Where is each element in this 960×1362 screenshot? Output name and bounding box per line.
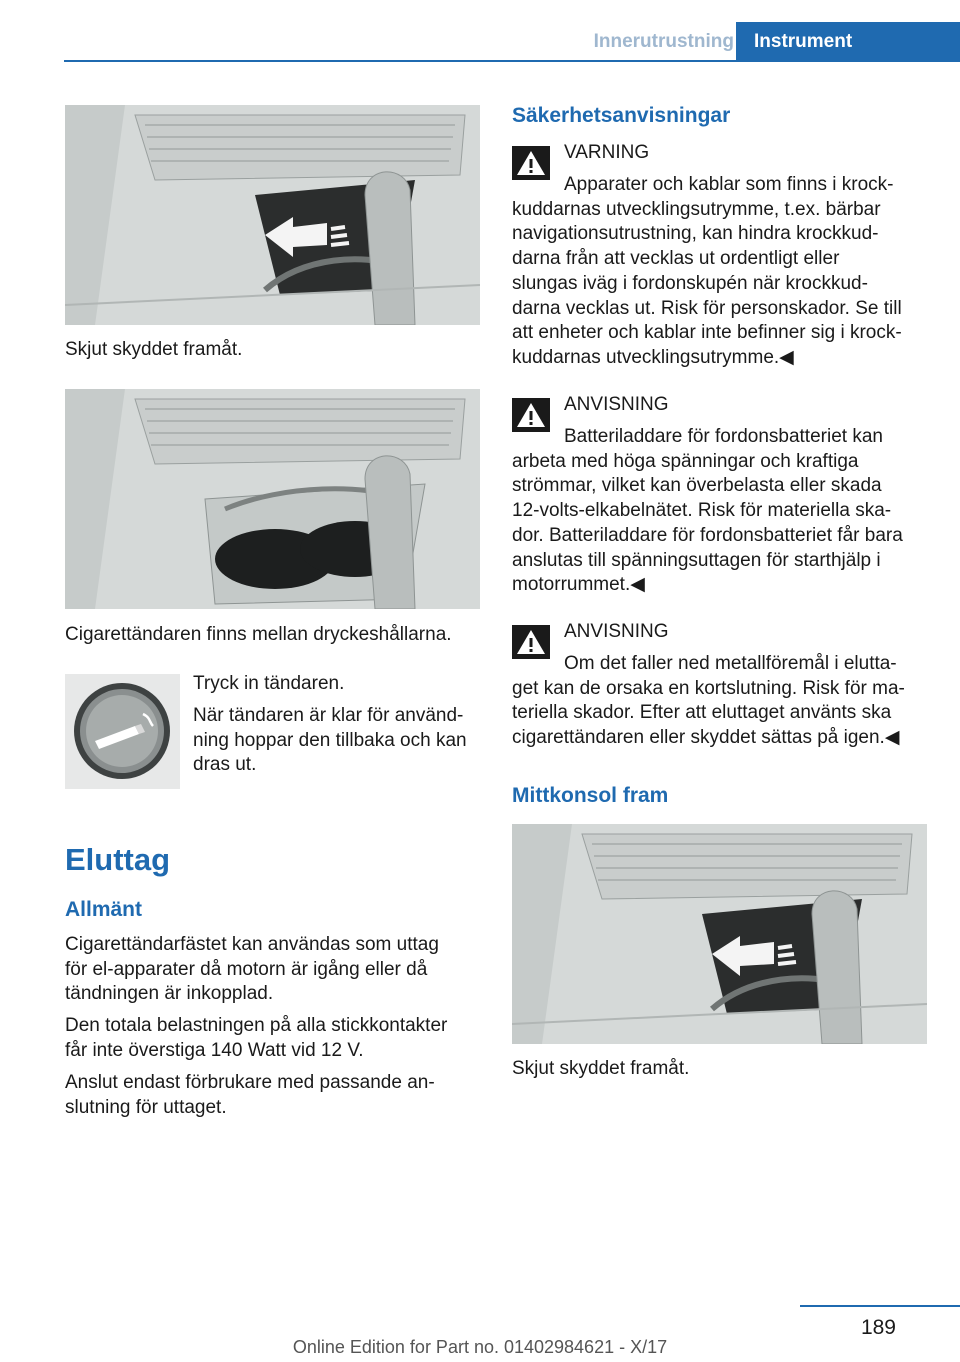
- cup-holders-image: [65, 389, 480, 609]
- caption-cover-forward-1: Skjut skyddet framåt.: [65, 339, 243, 360]
- notice-1-line-2: arbeta med höga spänningar och kraftiga: [512, 450, 859, 472]
- notice-2-line-2: get kan de orsaka en kortslutning. Risk för ma‐: [512, 677, 905, 699]
- para-connect-line-1: Anslut endast förbrukare med passande an‐: [65, 1072, 435, 1093]
- notice-1-line-6: anslutas till spänningsuttagen för starthjälp i: [512, 549, 881, 571]
- warning-title: VARNING: [564, 142, 650, 163]
- lighter-ready-line-1: När tändaren är klar för använd‐: [193, 705, 464, 726]
- warning-1-line-5: slungas iväg i fordonskupén när krockkud‐: [512, 272, 868, 294]
- warning-1-line-3: navigationsutrustning, kan hindra krockkud‐: [512, 223, 879, 245]
- notice-triangle-icon: [512, 625, 550, 659]
- caption-lighter-location: Cigarettändaren finns mellan dryckeshållarna.: [65, 624, 452, 645]
- notice-1-line-1: Batteriladdare för fordonsbatteriet kan: [564, 426, 883, 447]
- warning-1-line-6: darna vecklas ut. Risk för personskador. Se till: [512, 297, 902, 319]
- notice-title-2: ANVISNING: [564, 621, 669, 642]
- notice-1-line-7: motorrummet.◀: [512, 574, 645, 596]
- console-cover-closed-image: [65, 105, 480, 325]
- para-load-line-2: får inte överstiga 140 Watt vid 12 V.: [65, 1039, 364, 1061]
- warning-1-line-7: att enheter och kablar inte befinner sig i krock‐: [512, 322, 902, 344]
- notice-1-line-5: dor. Batteriladdare för fordonsbatteriet får bara: [512, 524, 903, 546]
- para-usage-line-2: för el-apparater då motorn är igång eller då: [65, 958, 428, 980]
- para-connect-line-2: slutning för uttaget.: [65, 1096, 227, 1118]
- notice-triangle-icon: [512, 398, 550, 432]
- section-label-instrument: Instrument: [736, 22, 960, 62]
- lighter-ready-line-3: dras ut.: [193, 754, 257, 776]
- heading-sakerhetsanvisningar: Säkerhetsanvisningar: [512, 104, 731, 127]
- section-label-innerutrustning: Innerutrustning: [593, 31, 734, 52]
- heading-allmant: Allmänt: [65, 898, 143, 921]
- cigarette-lighter-image: [65, 674, 180, 789]
- para-usage-line-1: Cigarettändarfästet kan användas som uttag: [65, 934, 439, 955]
- warning-1-line-4: darna från att vecklas ut ordentligt eller: [512, 248, 840, 270]
- footer-rule: [800, 1305, 960, 1307]
- lighter-ready-line-2: ning hoppar den tillbaka och kan: [193, 729, 467, 751]
- notice-2-line-1: Om det faller ned metallföremål i elutta‐: [564, 653, 897, 674]
- notice-1-line-3: strömmar, vilket kan överbelasta eller skada: [512, 475, 882, 497]
- page-number: 189: [860, 1316, 896, 1339]
- notice-title-1: ANVISNING: [564, 394, 669, 415]
- page-header: [0, 0, 960, 62]
- notice-2-line-4: cigarettändaren eller skyddet sättas på igen.◀: [512, 727, 900, 749]
- para-load-line-1: Den totala belastningen på alla stickkontakter: [65, 1015, 448, 1036]
- caption-cover-forward-2: Skjut skyddet framåt.: [512, 1058, 690, 1079]
- notice-2-line-3: teriella skador. Efter att eluttaget använts ska: [512, 702, 892, 724]
- heading-mittkonsol-fram: Mittkonsol fram: [512, 784, 669, 807]
- heading-eluttag: Eluttag: [65, 842, 171, 877]
- header-rule: [64, 60, 960, 62]
- warning-1-line-1: Apparater och kablar som finns i krock‐: [564, 174, 894, 195]
- warning-triangle-icon: [512, 146, 550, 180]
- edition-footer: Online Edition for Part no. 01402984621 - X/17: [292, 1337, 668, 1357]
- warning-1-line-2: kuddarnas utvecklingsutrymme, t.ex. bärbar: [512, 198, 881, 220]
- warning-1-line-8: kuddarnas utvecklingsutrymme.◀: [512, 346, 794, 368]
- lighter-push-in-text: Tryck in tändaren.: [193, 673, 345, 694]
- notice-1-line-4: 12-volts-elkabelnätet. Risk för materiella ska‐: [512, 500, 892, 522]
- front-console-cover-image: [512, 824, 927, 1044]
- para-usage-line-3: tändningen är inkopplad.: [65, 983, 274, 1005]
